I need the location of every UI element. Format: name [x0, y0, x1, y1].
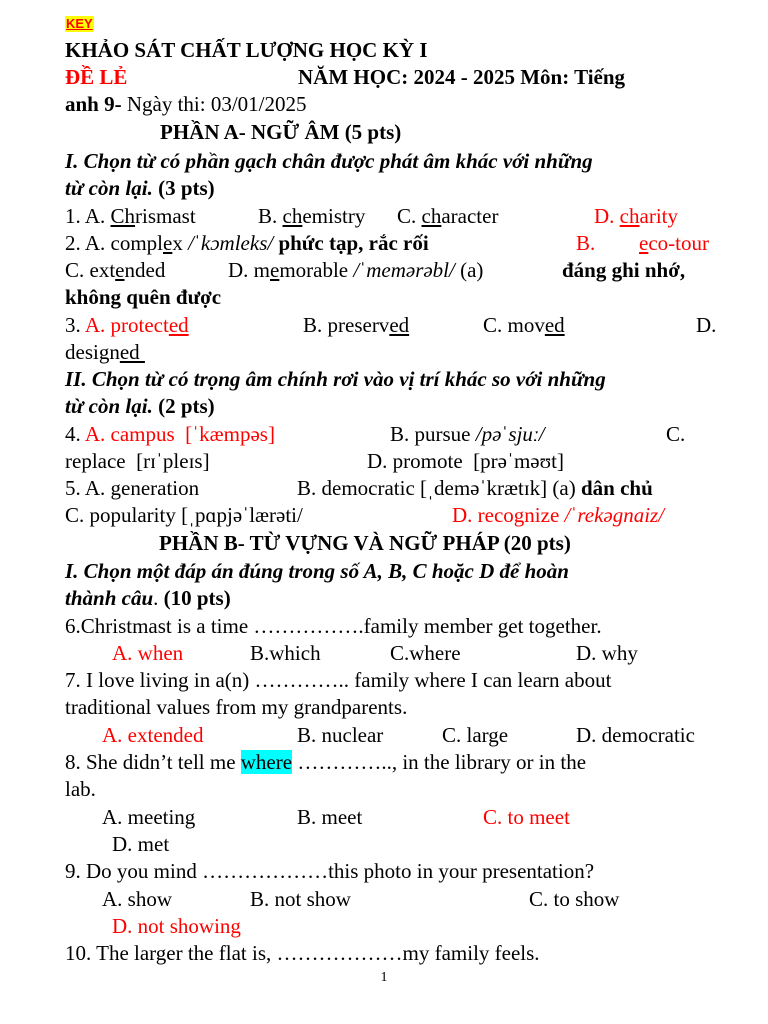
q5-option-d-answer: D. recognize /ˈrekəgnaiz/: [452, 503, 665, 527]
part-a-section-1-line-2: [65, 175, 720, 202]
part-b-section-1-line-2: [65, 585, 720, 612]
section-2-instruction: từ còn lại.: [65, 394, 153, 418]
part-b-instruction-dot: .: [153, 586, 159, 610]
q2-a-meaning: phức tạp, rắc rối: [273, 231, 429, 255]
question-3: [65, 312, 720, 339]
q2-a-underline: e: [163, 231, 173, 255]
q2-option-c: C. extended: [65, 258, 166, 282]
q6-option-a-answer: A. when: [112, 641, 184, 665]
q2-option-d: D. memorable /ˈmemərəbl/ (a): [228, 258, 489, 282]
q9-option-c: C. to show: [529, 887, 620, 911]
part-a-section-1-line-1: I. Chọn từ có phần gạch chân được phát âm khác với những: [65, 149, 593, 173]
header-line-3: [65, 91, 720, 118]
q8-text-post: ………….., in the library or in the: [292, 750, 587, 774]
section-2-points: (2 pts): [152, 394, 215, 418]
question-8-line-2: lab.: [65, 777, 96, 801]
q2-a-rest: x: [172, 231, 189, 255]
q9-option-a: A. show: [102, 887, 173, 911]
q7-option-c: C. large: [442, 723, 509, 747]
q5-option-b: B. democratic [ˌdeməˈkrætɪk] (a) dân chủ: [297, 476, 653, 500]
q8-text-pre: 8. She didn’t tell me: [65, 750, 241, 774]
q2-d-meaning: đáng ghi nhớ,: [562, 258, 686, 282]
q1-a-underline: Ch: [110, 204, 136, 228]
q3-number: 3.: [65, 313, 85, 337]
q8-option-a: A. meeting: [102, 805, 196, 829]
year-subject: NĂM HỌC: 2024 - 2025 Môn: Tiếng: [298, 65, 626, 89]
q9-option-b: B. not show: [250, 887, 351, 911]
odd-exam-label: ĐỀ LẺ: [65, 65, 128, 89]
exam-title: KHẢO SÁT CHẤT LƯỢNG HỌC KỲ I: [65, 38, 428, 62]
q2-a-ipa: /ˈkɔmleks/: [188, 231, 274, 255]
question-2-line-2: [65, 257, 720, 284]
q3-option-b: B. preserved: [303, 313, 410, 337]
part-a-title: PHẦN A- NGỮ ÂM (5 pts): [160, 120, 402, 144]
q1-option-b: B. chemistry: [258, 204, 366, 228]
part-b-section-1-line-1: I. Chọn một đáp án đúng trong số A, B, C hoặc D để hoàn: [65, 559, 569, 583]
q2-option-b-answer: B.: [576, 231, 596, 255]
q8-option-d: D. met: [112, 832, 170, 856]
q2-option-b-word: eco-tour: [639, 231, 709, 255]
q1-option-d-answer: D. charity: [594, 204, 678, 228]
question-5-line-2: [65, 502, 720, 529]
q1-a-rest: rismast: [135, 204, 196, 228]
q8-highlight: where: [240, 750, 293, 774]
question-10: 10. The larger the flat is, ………………my family feels.: [65, 941, 540, 965]
question-6: 6.Christmast is a time …………….family member get together.: [65, 614, 602, 638]
part-b-title: PHẦN B- TỪ VỰNG VÀ NGỮ PHÁP (20 pts): [159, 531, 571, 555]
section-points: (3 pts): [152, 176, 215, 200]
part-b-instruction: thành câu: [65, 586, 154, 610]
subject-end: anh 9-: [65, 92, 122, 116]
q3-option-d: designed: [65, 340, 145, 364]
question-2: [65, 230, 720, 257]
q3-option-c: C. moved: [483, 313, 565, 337]
q2-number: 2. A. compl: [65, 231, 163, 255]
q1-option-c: C. character: [397, 204, 499, 228]
q8-option-c-answer: C. to meet: [483, 805, 570, 829]
q1-number: 1. A.: [65, 204, 111, 228]
q6-option-d: D. why: [576, 641, 638, 665]
question-4-line-2: [65, 448, 720, 475]
q4-option-d: D. promote [prəˈməʊt]: [367, 449, 564, 473]
q7-option-a-answer: A. extended: [102, 723, 204, 747]
q7-option-b: B. nuclear: [297, 723, 384, 747]
part-a-section-2-line-2: [65, 393, 720, 420]
q3-option-a-answer: A. protected: [84, 313, 189, 337]
page-number: 1: [380, 970, 388, 985]
q5-option-a: 5. A. generation: [65, 476, 200, 500]
part-b-points: (10 pts): [158, 586, 231, 610]
q9-option-d-answer: D. not showing: [112, 914, 241, 938]
key-label: KEY: [66, 16, 93, 31]
q8-option-b: B. meet: [297, 805, 363, 829]
q4-option-b: B. pursue /pəˈsjuː/: [390, 422, 545, 446]
question-1: [65, 203, 720, 230]
section-instruction: từ còn lại.: [65, 176, 153, 200]
question-8-line-1: [65, 749, 720, 776]
q6-option-c: C.where: [390, 641, 461, 665]
q4-option-c: replace [rɪˈpleɪs]: [65, 449, 210, 473]
q3-option-d-label: D.: [696, 313, 717, 337]
exam-date: Ngày thi: 03/01/2025: [121, 92, 307, 116]
part-a-section-2-line-1: II. Chọn từ có trọng âm chính rơi vào vị trí khác so với những: [65, 367, 606, 391]
q7-option-d: D. democratic: [576, 723, 695, 747]
header-line-2: [65, 64, 720, 91]
q5-option-c: C. popularity [ˌpɑpjəˈlærəti/: [65, 503, 303, 527]
q4-number: 4.: [65, 422, 85, 446]
q4-option-a-answer: A. campus [ˈkæmpəs]: [84, 422, 275, 446]
question-7-line-1: 7. I love living in a(n) ………….. family where I can learn about: [65, 668, 612, 692]
question-7-line-2: traditional values from my grandparents.: [65, 695, 408, 719]
question-4: [65, 421, 720, 448]
q2-d-meaning-2: không quên được: [65, 285, 222, 309]
q4-option-c-label: C.: [666, 422, 686, 446]
question-9: 9. Do you mind ………………this photo in your presentation?: [65, 859, 595, 883]
q6-option-b: B.which: [250, 641, 321, 665]
question-5: [65, 475, 720, 502]
